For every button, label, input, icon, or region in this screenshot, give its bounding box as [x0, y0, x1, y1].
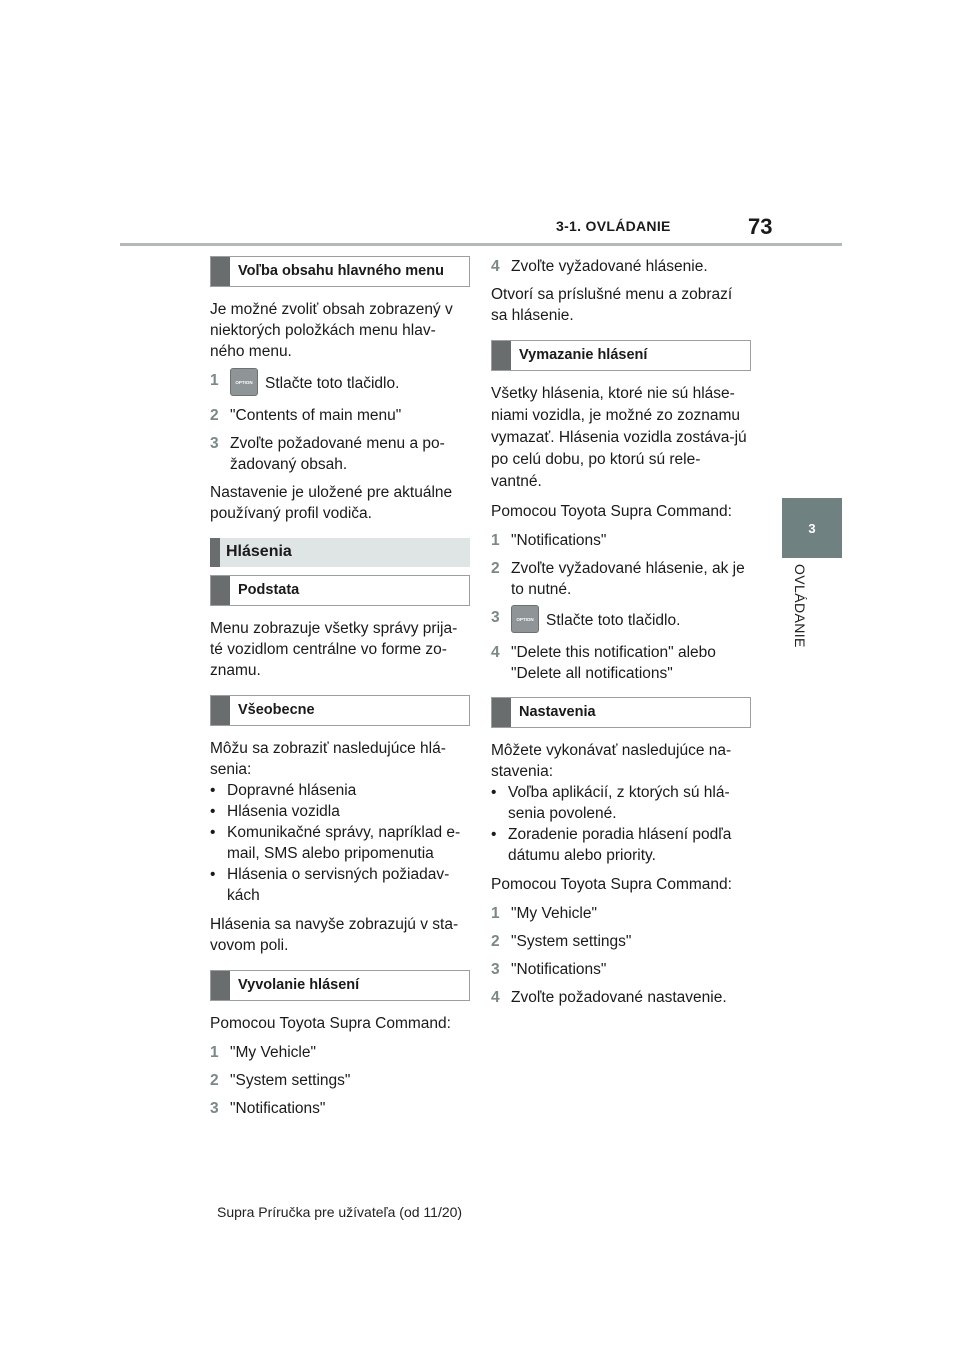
step-text: Zvoľte požadované nastavenie.	[511, 989, 727, 1006]
heading-text: Vymazanie hlásení	[519, 347, 648, 363]
step-number: 1	[210, 372, 219, 389]
step-text: "System settings"	[230, 1072, 351, 1089]
chapter-tab	[782, 498, 842, 558]
heading-bar	[210, 538, 220, 567]
main-heading-box	[210, 538, 470, 567]
step-item	[491, 642, 751, 684]
step-number: 4	[491, 644, 500, 661]
heading-box	[491, 697, 751, 728]
bullet-text: Hlásenia vozidla	[227, 803, 340, 820]
step-item	[491, 558, 751, 600]
step-text: "Notifications"	[230, 1100, 326, 1117]
step-item	[210, 1098, 470, 1119]
bullet-list	[210, 780, 470, 906]
heading-box	[210, 695, 470, 726]
step-text: "My Vehicle"	[511, 905, 597, 922]
step-text-wrap	[230, 370, 470, 398]
step-text: Zvoľte vyžadované hlásenie, ak je to nutné.	[511, 560, 745, 598]
right-column	[491, 256, 751, 1015]
heading-bar	[492, 698, 511, 727]
bullet-item: • Hlásenia vozidla	[210, 803, 340, 820]
paragraph: Pomocou Toyota Supra Command:	[491, 876, 732, 893]
step-item	[491, 987, 751, 1008]
bullet-text: Dopravné hlásenia	[227, 782, 357, 799]
step-number: 4	[491, 989, 500, 1006]
step-number: 4	[491, 258, 500, 275]
paragraph: Menu zobrazuje všetky správy prija-té vozidlom centrálne vo forme zo-znamu.	[210, 620, 458, 679]
step-item	[491, 931, 751, 952]
bullet-list	[491, 782, 751, 866]
step-text: "Notifications"	[511, 961, 607, 978]
heading-box	[210, 970, 470, 1001]
heading-box	[210, 256, 470, 287]
step-number: 3	[491, 609, 500, 626]
heading-bar	[492, 341, 511, 370]
step-number: 2	[491, 933, 500, 950]
option-button-icon: OPTION	[511, 605, 539, 633]
chapter-label: OVLÁDANIE	[792, 564, 808, 648]
paragraph: Môžu sa zobraziť nasledujúce hlá-senia:	[210, 740, 446, 778]
bullet-text: Voľba aplikácií, z ktorých sú hlá-senia povolené.	[508, 784, 730, 822]
step-item	[210, 405, 470, 426]
heading-text: Vyvolanie hlásení	[238, 977, 360, 993]
bullet-text: Komunikačné správy, napríklad e-mail, SMS alebo pripomenutia	[227, 824, 461, 862]
page-number: 73	[748, 214, 773, 239]
bullet-item: • Zoradenie poradia hlásení podľa dátumu alebo priority.	[491, 824, 751, 866]
step-item	[491, 607, 751, 635]
paragraph: Nastavenie je uložené pre aktuálne používaný profil vodiča.	[210, 484, 453, 522]
step-text: Zvoľte vyžadované hlásenie.	[511, 258, 708, 275]
heading-bar	[211, 257, 230, 286]
bullet-text: Hlásenia o servisných požiadav-kách	[227, 866, 450, 904]
main-heading-text: Hlásenia	[226, 543, 292, 560]
step-item	[491, 256, 751, 277]
step-text: "System settings"	[511, 933, 632, 950]
heading-bar	[211, 696, 230, 725]
heading-text: Voľba obsahu hlavného menu	[238, 263, 444, 279]
heading-box	[491, 340, 751, 371]
step-item	[491, 959, 751, 980]
step-text: "My Vehicle"	[230, 1044, 316, 1061]
step-item	[210, 1070, 470, 1091]
step-item	[210, 370, 470, 398]
bullet-item: • Hlásenia o servisných požiadav-kách	[210, 864, 470, 906]
section-title: 3-1. OVLÁDANIE	[556, 218, 671, 234]
step-text: Zvoľte požadované menu a po-žadovaný obsah.	[230, 435, 445, 473]
paragraph: Pomocou Toyota Supra Command:	[491, 503, 732, 520]
step-text: "Delete this notification" alebo "Delete all notifications"	[511, 644, 716, 682]
bullet-text: Zoradenie poradia hlásení podľa dátumu alebo priority.	[508, 826, 732, 864]
step-number: 2	[210, 1072, 219, 1089]
step-item	[210, 1042, 470, 1063]
step-number: 1	[491, 532, 500, 549]
step-text-wrap	[511, 607, 751, 635]
heading-bar	[211, 576, 230, 605]
paragraph: Všetky hlásenia, ktoré nie sú hláse-niami vozidla, je možné zo zoznamu vymazať. Hlásenia vozidla zostáva-jú po celú dobu, po ktorú sú rele-vantné.	[491, 385, 747, 490]
header-divider	[120, 243, 842, 246]
step-text: Stlačte toto tlačidlo.	[546, 612, 681, 630]
option-button-icon: OPTION	[230, 368, 258, 396]
heading-box	[210, 575, 470, 606]
paragraph: Otvorí sa príslušné menu a zobrazí sa hlásenie.	[491, 286, 733, 324]
step-item	[491, 903, 751, 924]
step-item	[210, 433, 470, 475]
step-number: 2	[491, 560, 500, 577]
step-number: 2	[210, 407, 219, 424]
step-text: "Contents of main menu"	[230, 407, 402, 424]
bullet-item: • Voľba aplikácií, z ktorých sú hlá-senia povolené.	[491, 782, 751, 824]
step-item	[491, 530, 751, 551]
step-number: 1	[210, 1044, 219, 1061]
heading-text: Nastavenia	[519, 704, 596, 720]
heading-text: Podstata	[238, 582, 300, 598]
step-text: "Notifications"	[511, 532, 607, 549]
paragraph: Hlásenia sa navyše zobrazujú v sta-vovom poli.	[210, 916, 459, 954]
footer-text: Supra Príručka pre užívateľa (od 11/20)	[217, 1204, 463, 1220]
step-number: 1	[491, 905, 500, 922]
left-column	[210, 256, 470, 1126]
step-number: 3	[210, 435, 219, 452]
paragraph: Pomocou Toyota Supra Command:	[210, 1015, 451, 1032]
bullet-item: • Komunikačné správy, napríklad e-mail, SMS alebo pripomenutia	[210, 822, 470, 864]
step-number: 3	[210, 1100, 219, 1117]
step-text: Stlačte toto tlačidlo.	[265, 375, 400, 393]
heading-bar	[211, 971, 230, 1000]
paragraph: Môžete vykonávať nasledujúce na-stavenia:	[491, 742, 732, 780]
heading-text: Všeobecne	[238, 702, 315, 718]
step-number: 3	[491, 961, 500, 978]
chapter-number: 3	[808, 520, 816, 536]
bullet-item: • Dopravné hlásenia	[210, 782, 357, 799]
paragraph: Je možné zvoliť obsah zobrazený v niektorých položkách menu hlav-ného menu.	[210, 301, 453, 360]
